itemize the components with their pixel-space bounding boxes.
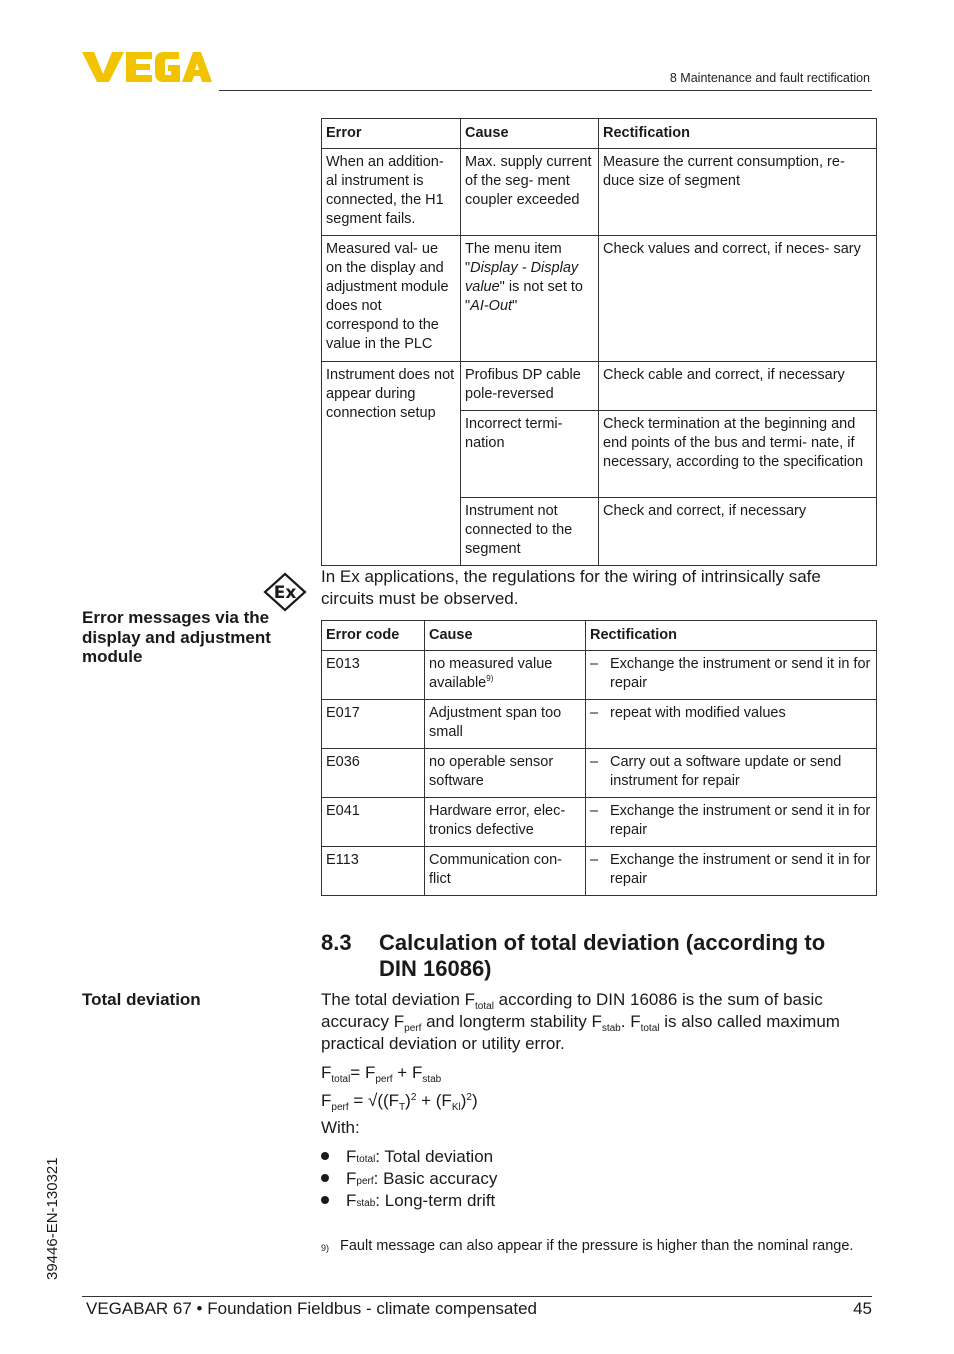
rectification-text: Exchange the instrument or send it in for repair bbox=[610, 803, 871, 838]
cause-cell: Adjustment span too small bbox=[425, 700, 586, 749]
cause-cell: Max. supply current of the seg- ment coupler exceeded bbox=[461, 149, 599, 236]
text-run: + (F bbox=[416, 1091, 452, 1110]
rectification-cell: Measure the current consumption, re- duce size of segment bbox=[599, 149, 877, 236]
bullet-icon bbox=[321, 1174, 329, 1182]
error-code-cell: E113 bbox=[322, 847, 425, 896]
subscript: T bbox=[399, 1102, 406, 1113]
side-heading-total-deviation: Total deviation bbox=[82, 990, 201, 1009]
table-row bbox=[322, 847, 877, 896]
column-header-error: Error bbox=[322, 119, 461, 149]
column-header-error-code: Error code bbox=[322, 621, 425, 651]
table-row bbox=[322, 236, 877, 362]
rectification-cell: Check and correct, if necessary bbox=[599, 498, 877, 566]
table-row bbox=[322, 798, 877, 847]
list-item: F total : Total deviation bbox=[321, 1146, 497, 1168]
cause-text: " is not set to " bbox=[465, 279, 583, 314]
ex-hazard-icon bbox=[263, 572, 307, 612]
text-run: . F bbox=[620, 1012, 641, 1031]
bullet-icon bbox=[321, 1196, 329, 1204]
subscript: total bbox=[640, 1023, 660, 1034]
definition-list bbox=[321, 1146, 497, 1212]
text-run: : Basic accuracy bbox=[373, 1169, 498, 1188]
text-run: : Total deviation bbox=[375, 1147, 494, 1166]
text-run: ) bbox=[405, 1091, 411, 1110]
cause-cell: Profibus DP cable pole-reversed bbox=[461, 362, 599, 411]
text-run: F bbox=[346, 1191, 357, 1210]
footnote-ref: 9) bbox=[486, 674, 494, 683]
cause-text: no measured value available bbox=[429, 656, 553, 691]
table-row bbox=[322, 149, 877, 236]
list-dash: – bbox=[590, 705, 599, 721]
list-dash: – bbox=[590, 803, 599, 819]
rectification-cell bbox=[586, 749, 877, 798]
error-code-cell: E013 bbox=[322, 651, 425, 700]
column-header-cause: Cause bbox=[425, 621, 586, 651]
error-cell: When an addition- al instrument is connected, the H1 segment fails. bbox=[322, 149, 461, 236]
fault-table bbox=[321, 118, 877, 566]
table-row bbox=[322, 749, 877, 798]
menu-path: Display - Display value bbox=[465, 260, 579, 295]
table-row bbox=[322, 651, 877, 700]
rectification-text: Carry out a software update or send instrument for repair bbox=[610, 754, 842, 789]
text-run: F bbox=[346, 1169, 357, 1188]
rectification-text: Exchange the instrument or send it in for repair bbox=[610, 656, 871, 691]
side-heading-error-messages: Error messages via the display and adjustment module bbox=[82, 608, 271, 666]
subscript: stab bbox=[601, 1023, 621, 1034]
error-code-cell: E036 bbox=[322, 749, 425, 798]
cause-cell: Instrument not connected to the segment bbox=[461, 498, 599, 566]
text-run: ) bbox=[471, 1091, 478, 1110]
svg-text:Ex: Ex bbox=[273, 583, 297, 603]
table-header-row bbox=[322, 119, 877, 149]
subscript: perf bbox=[404, 1023, 422, 1034]
subscript: perf bbox=[331, 1102, 349, 1113]
rectification-cell bbox=[586, 700, 877, 749]
error-cell: Instrument does not appear during connection setup bbox=[322, 362, 461, 566]
list-dash: – bbox=[590, 656, 599, 672]
footnote bbox=[321, 1237, 861, 1258]
cause-cell bbox=[425, 651, 586, 700]
footnote-mark: 9) bbox=[321, 1243, 330, 1253]
header-rule bbox=[219, 90, 872, 91]
cause-cell bbox=[461, 236, 599, 362]
error-code-table bbox=[321, 620, 877, 896]
page-number: 45 bbox=[853, 1299, 872, 1318]
footnote-text: Fault message can also appear if the pressure is higher than the nominal range. bbox=[340, 1238, 854, 1254]
footer-rule bbox=[82, 1296, 872, 1297]
total-deviation-paragraph bbox=[321, 989, 876, 1055]
menu-value: AI-Out bbox=[470, 298, 513, 314]
subscript: total bbox=[475, 1001, 494, 1012]
rectification-text: Exchange the instrument or send it in for repair bbox=[610, 852, 871, 887]
cause-cell: Hardware error, elec- tronics defective bbox=[425, 798, 586, 847]
table-row bbox=[322, 700, 877, 749]
column-header-cause: Cause bbox=[461, 119, 599, 149]
subscript: total bbox=[331, 1074, 351, 1085]
text-run: according to DIN 16086 is the sum of basic accuracy F bbox=[321, 990, 823, 1031]
cause-cell: Incorrect termi- nation bbox=[461, 411, 599, 498]
text-run: ) bbox=[460, 1091, 467, 1110]
error-code-cell: E041 bbox=[322, 798, 425, 847]
column-header-rectification: Rectification bbox=[599, 119, 877, 149]
table-row bbox=[322, 362, 877, 411]
rectification-cell: Check termination at the beginning and end points of the bus and termi- nate, if necessary, according to the specification bbox=[599, 411, 877, 498]
header-chapter: 8 Maintenance and fault rectification bbox=[669, 71, 870, 85]
table-header-row bbox=[322, 621, 877, 651]
superscript: 2 bbox=[466, 1092, 472, 1103]
column-header-rectification: Rectification bbox=[586, 621, 877, 651]
with-label: With: bbox=[321, 1118, 360, 1137]
rectification-cell bbox=[586, 798, 877, 847]
text-run: : Long-term drift bbox=[375, 1191, 496, 1210]
subscript: Kl bbox=[451, 1102, 461, 1113]
bullet-icon bbox=[321, 1152, 329, 1160]
text-run: The total deviation F bbox=[321, 990, 476, 1009]
text-run: = √((F bbox=[348, 1091, 400, 1110]
rectification-cell bbox=[586, 651, 877, 700]
formula-total bbox=[321, 1062, 441, 1084]
error-cell: Measured val- ue on the display and adjustment module does not correspond to the value in the PLC bbox=[322, 236, 461, 362]
text-run: is also called maximum practical deviation or utility error. bbox=[321, 1012, 840, 1053]
vega-logo bbox=[82, 50, 212, 84]
text-run: F bbox=[346, 1147, 357, 1166]
cause-text: The menu item " bbox=[465, 241, 562, 276]
text-run: F bbox=[321, 1091, 332, 1110]
document-code: 39446-EN-130321 bbox=[44, 1157, 61, 1280]
text-run: F bbox=[321, 1063, 332, 1082]
list-dash: – bbox=[590, 852, 599, 868]
list-dash: – bbox=[590, 754, 599, 770]
section-title: Calculation of total deviation (according to DIN 16086) bbox=[379, 930, 826, 981]
ex-note: In Ex applications, the regulations for the wiring of intrinsically safe circuits must be observed. bbox=[321, 567, 821, 608]
formula-perf bbox=[321, 1090, 478, 1112]
text-run: = F bbox=[350, 1063, 376, 1082]
rectification-text: repeat with modified values bbox=[610, 705, 786, 721]
rectification-cell bbox=[586, 847, 877, 896]
text-run: and longterm stability F bbox=[421, 1012, 602, 1031]
list-item: F perf : Basic accuracy bbox=[321, 1168, 497, 1190]
cause-cell: Communication con- flict bbox=[425, 847, 586, 896]
section-number: 8.3 bbox=[321, 930, 352, 955]
footer-title: VEGABAR 67 • Foundation Fieldbus - climate compensated bbox=[86, 1299, 538, 1318]
list-item: F stab : Long-term drift bbox=[321, 1190, 497, 1212]
subscript: perf bbox=[375, 1074, 393, 1085]
rectification-cell: Check values and correct, if neces- sary bbox=[599, 236, 877, 362]
error-code-cell: E017 bbox=[322, 700, 425, 749]
cause-text: " bbox=[512, 298, 518, 314]
cause-cell: no operable sensor software bbox=[425, 749, 586, 798]
rectification-cell: Check cable and correct, if necessary bbox=[599, 362, 877, 411]
superscript: 2 bbox=[410, 1092, 417, 1103]
subscript: stab bbox=[422, 1074, 442, 1085]
text-run: + F bbox=[392, 1063, 423, 1082]
